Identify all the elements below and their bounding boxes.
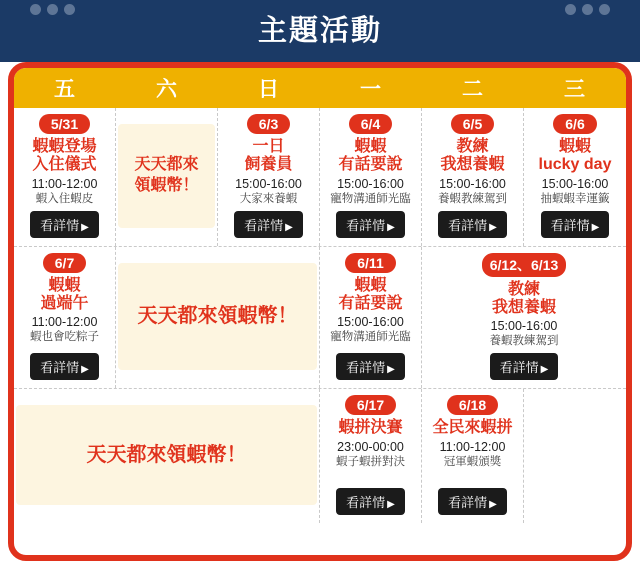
details-button-label: 看詳情 [448,217,488,233]
event-description: 養蝦教練駕到 [489,335,559,348]
promo-line: 天天都來 [134,155,199,173]
calendar-cell-0611[interactable] [320,247,422,389]
promo-banner: 天天都來領蝦幣！ [118,263,317,371]
details-button-label: 看詳情 [346,495,386,511]
event-title-line: 有話要說 [338,156,403,174]
weekday-label-sun: 日 [258,78,280,101]
event-title-line: 蝦蝦 [558,138,591,155]
details-button[interactable] [336,211,405,238]
event-title-line: lucky day [538,156,612,174]
date-badge: 6/7 [43,253,86,273]
event-title-line: 飼養員 [244,156,293,174]
date-badge: 6/12、6/13 [482,253,567,277]
weekday-header [14,68,626,108]
event-title [432,419,512,437]
weekday-label-mon: 一 [360,78,382,101]
calendar-row [14,389,626,523]
calendar-cell-0618[interactable] [422,389,524,523]
details-button-label: 看詳情 [448,495,488,511]
promo-banner [118,124,215,228]
event-description: 寵物溝通師光臨 [330,331,411,344]
event-time: 15:00-16:00 [235,176,302,191]
play-arrow-icon: ▶ [540,364,549,376]
weekday-label-sat: 六 [156,78,178,101]
details-button-label: 看詳情 [244,217,284,233]
calendar-frame [8,62,632,561]
details-button-label: 看詳情 [40,217,80,233]
calendar-cell-0603[interactable] [218,108,320,246]
details-button[interactable] [336,488,405,515]
details-button[interactable] [438,211,507,238]
event-description: 寵物溝通師光臨 [330,192,411,205]
event-title-line: 蝦蝦 [354,276,387,294]
play-arrow-icon: ▶ [489,499,497,511]
event-time: 23:00-00:00 [337,439,404,454]
event-time: 15:00-16:00 [490,319,558,334]
play-arrow-icon: ▶ [387,364,395,376]
calendar-cell-0604[interactable] [320,108,422,246]
event-title-line: 教練 [507,280,540,298]
promo-line: 領蝦幣！ [134,176,199,194]
event-title [539,138,612,175]
details-button[interactable] [30,211,99,238]
calendar-grid [14,108,626,523]
event-title [338,419,402,437]
date-badge: 6/11 [345,253,395,273]
play-arrow-icon: ▶ [285,221,293,233]
event-title-line: 一日 [252,138,285,155]
event-description: 大家來養蝦 [239,192,298,205]
date-badge: 6/17 [345,395,396,415]
play-arrow-icon: ▶ [387,221,395,233]
play-arrow-icon: ▶ [81,364,89,376]
details-button[interactable] [541,211,610,238]
details-button-label: 看詳情 [550,217,590,233]
calendar-cell-0607[interactable] [14,247,116,389]
weekday-label-tue: 二 [462,78,484,101]
event-description: 蝦入住蝦皮 [35,192,94,205]
weekday-label-wed: 三 [564,78,586,101]
event-time: 15:00-16:00 [337,176,404,191]
event-title [338,138,402,175]
event-title [338,277,402,314]
calendar-row [14,247,626,390]
date-badge: 6/18 [447,395,498,415]
calendar-cell-0617[interactable] [320,389,422,523]
event-title [440,138,504,175]
play-arrow-icon: ▶ [387,499,395,511]
date-badge: 6/3 [247,114,290,134]
event-title-line: 蝦拼決賽 [338,419,403,437]
page-title: 主題活動 [257,15,382,47]
event-title-line: 蝦蝦登場 [32,138,97,155]
event-time: 15:00-16:00 [541,176,609,191]
play-arrow-icon: ▶ [81,221,89,233]
event-title [244,138,292,175]
event-title-line: 蝦蝦 [354,138,387,155]
play-arrow-icon: ▶ [591,221,600,233]
calendar-cell-0605[interactable] [422,108,524,246]
details-button-label: 看詳情 [346,360,386,376]
weekday-label-fri: 五 [54,78,76,101]
event-description: 蝦子蝦拼對決 [336,455,405,468]
event-title-line: 蝦蝦 [48,276,81,294]
details-button[interactable] [30,353,99,380]
details-button[interactable] [438,488,507,515]
details-button-label: 看詳情 [40,360,80,376]
date-badge: 5/31 [39,114,90,134]
calendar-cell-0606[interactable] [524,108,626,246]
event-time: 11:00-12:00 [31,315,98,330]
calendar-cell-promo-daily-wide [116,247,320,389]
event-title-line: 我想養蝦 [491,298,556,316]
details-button-label: 看詳情 [499,360,539,376]
event-description: 蝦也會吃粽子 [30,331,99,344]
event-description: 冠軍蝦頒獎 [443,455,502,468]
event-title-line: 全民來蝦拼 [432,419,513,437]
calendar-cell-empty [524,389,626,523]
event-title-line: 過端午 [40,294,89,312]
event-title-line: 有話要說 [338,294,403,312]
play-arrow-icon: ▶ [489,221,497,233]
event-title [32,138,96,175]
details-button[interactable] [336,353,405,380]
event-time: 11:00-12:00 [31,176,98,191]
promo-banner: 天天都來領蝦幣！ [16,405,317,505]
event-description: 抽蝦蝦幸運籤 [540,192,610,205]
details-button[interactable] [490,353,559,380]
date-badge: 6/4 [349,114,392,134]
calendar-cell-0531[interactable] [14,108,116,246]
date-badge: 6/6 [553,114,596,134]
event-time: 15:00-16:00 [439,176,506,191]
event-title-line: 教練 [456,138,489,155]
calendar-cell-promo-daily-wide2 [14,389,320,523]
event-title [492,281,556,318]
details-button-label: 看詳情 [346,217,386,233]
event-title-line: 我想養蝦 [440,156,505,174]
calendar-row [14,108,626,247]
event-title-line: 入住儀式 [32,156,97,174]
calendar-cell-0612-0613[interactable] [422,247,626,389]
date-badge: 6/5 [451,114,494,134]
event-time: 11:00-12:00 [439,439,506,454]
event-time: 15:00-16:00 [337,315,404,330]
event-description: 養蝦教練駕到 [438,192,507,205]
title-bar [0,0,640,62]
calendar-cell-promo-daily [116,108,218,246]
details-button[interactable] [234,211,303,238]
event-title [40,277,88,314]
